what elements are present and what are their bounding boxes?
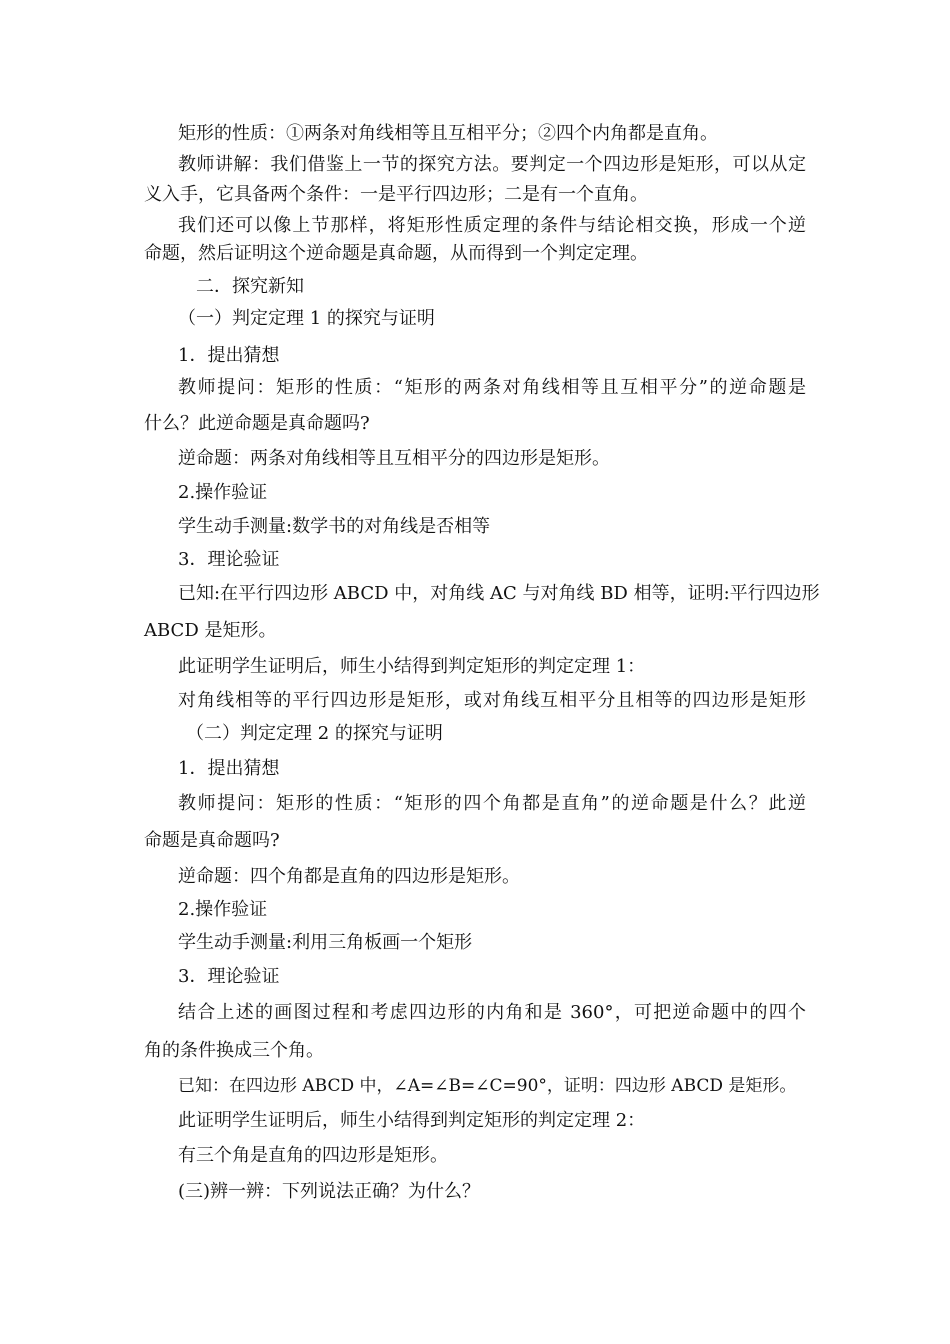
paragraph-line: 教师提问：矩形的性质：“矩形的两条对角线相等且互相平分”的逆命题是 (178, 377, 806, 398)
paragraph-line: 学生动手测量:数学书的对角线是否相等 (178, 516, 491, 537)
step-heading: 1．提出猜想 (178, 345, 280, 366)
subsection-heading: （二）判定定理 2 的探究与证明 (186, 723, 443, 744)
paragraph-line: 此证明学生证明后，师生小结得到判定矩形的判定定理 2： (178, 1110, 646, 1131)
paragraph-line: 义入手，它具备两个条件：一是平行四边形；二是有一个直角。 (144, 184, 648, 205)
paragraph-line: 逆命题：四个角都是直角的四边形是矩形。 (178, 866, 520, 887)
paragraph-line: 角的条件换成三个角。 (144, 1040, 324, 1061)
paragraph-line: 什么？此逆命题是真命题吗? (144, 413, 370, 434)
paragraph-line: 命题，然后证明这个逆命题是真命题，从而得到一个判定定理。 (144, 243, 648, 264)
paragraph-line: 命题是真命题吗? (144, 830, 280, 851)
paragraph-line: 此证明学生证明后，师生小结得到判定矩形的判定定理 1： (178, 656, 646, 677)
paragraph-line: 教师讲解：我们借鉴上一节的探究方法。要判定一个四边形是矩形，可以从定 (178, 154, 806, 175)
step-heading: 2.操作验证 (178, 482, 268, 503)
paragraph-line: (三)辨一辨：下列说法正确？为什么？ (178, 1181, 481, 1202)
paragraph-line: 我们还可以像上节那样，将矩形性质定理的条件与结论相交换，形成一个逆 (178, 215, 806, 236)
paragraph-line: 已知：在四边形 ABCD 中，∠A=∠B=∠C=90°，证明：四边形 ABCD 是矩形。 (178, 1076, 797, 1096)
paragraph-line: 教师提问：矩形的性质：“矩形的四个角都是直角”的逆命题是什么？此逆 (178, 793, 806, 814)
paragraph-line: 学生动手测量:利用三角板画一个矩形 (178, 932, 473, 953)
subsection-heading: （一）判定定理 1 的探究与证明 (178, 308, 435, 329)
step-heading: 3．理论验证 (178, 966, 280, 987)
paragraph-line: ABCD 是矩形。 (144, 620, 277, 641)
paragraph-line: 矩形的性质：①两条对角线相等且互相平分；②四个内角都是直角。 (178, 123, 718, 144)
step-heading: 3．理论验证 (178, 549, 280, 570)
paragraph-line: 已知:在平行四边形 ABCD 中，对角线 AC 与对角线 BD 相等，证明:平行四边形 (178, 583, 820, 604)
section-heading: 二．探究新知 (196, 276, 304, 297)
paragraph-line: 对角线相等的平行四边形是矩形，或对角线互相平分且相等的四边形是矩形 (178, 690, 806, 711)
paragraph-line: 逆命题：两条对角线相等且互相平分的四边形是矩形。 (178, 448, 610, 469)
step-heading: 2.操作验证 (178, 899, 268, 920)
step-heading: 1．提出猜想 (178, 758, 280, 779)
paragraph-line: 结合上述的画图过程和考虑四边形的内角和是 360°，可把逆命题中的四个 (178, 1002, 806, 1023)
paragraph-line: 有三个角是直角的四边形是矩形。 (178, 1145, 448, 1166)
